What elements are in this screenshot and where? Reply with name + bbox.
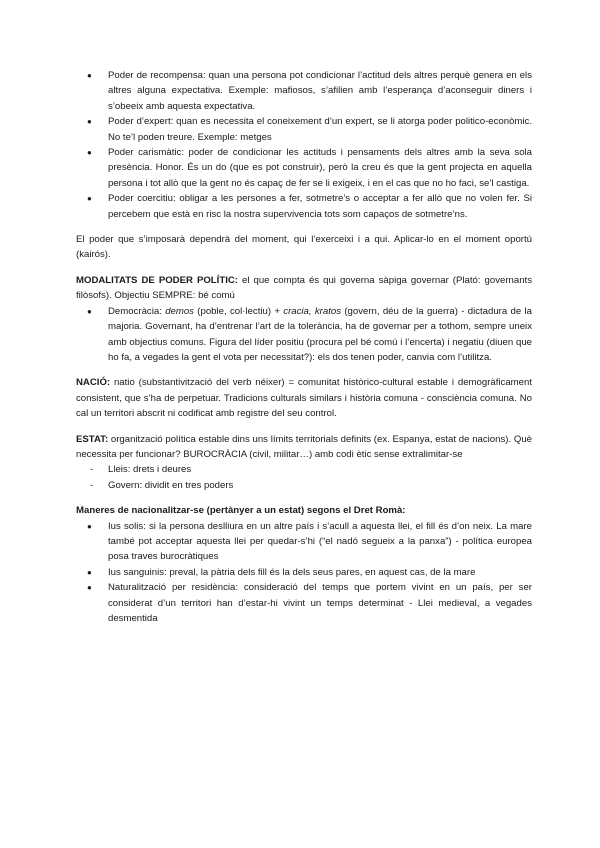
list-item: ● Ius solis: si la persona deslliura en un altre país i s’acull a aquesta llei, el fill és d’on neix. La mare també pot acceptar aquesta llei per quedar-s’hi (“el nadó segueix a la panxa”) - política europea posa traves burocràtiques <box>76 519 532 565</box>
nacio-paragraph <box>76 375 532 421</box>
list-item: - Lleis: drets i deures <box>76 462 532 477</box>
modalitats-text: el que compta és qui governa sàpiga governar (Plató: governants filòsofs). Objectiu SEMPRE: bé comú <box>76 274 532 302</box>
democracia-rest: (govern, déu de la guerra) - dictadura de la majoria. Governant, ha d’entrenar l’art de la tolerància, ha de governar per a tothom, sempre uneix amb objectius comuns. Figura del líder positiu (procura pel bé comú i l’encerta) i negatiu (diuen que ho fa, a vegades la gent el vota per necessitat?): els dos tenen poder, canvia com l’utilitza. <box>108 305 532 363</box>
list-item: ● Poder carismàtic: poder de condicionar les actituds i pensaments dels altres amb la seva sola presència. Honor. És un do (que es pot construir), però la creu és que la gent projecta en aquella persona i tot allò que la gent no és capaç de fer se li exigeix, i en el cas que no ho faci, se’l castiga. <box>76 145 532 191</box>
maneres-heading-text: Maneres de nacionalitzar-se (pertànyer a un estat) segons el Dret Romà: <box>76 505 406 517</box>
modalitats-heading: MODALITATS DE PODER POLÍTIC: <box>76 274 238 286</box>
democracia-lead: Democràcia: <box>108 305 166 317</box>
maneres-list <box>76 519 532 627</box>
estat-heading: ESTAT: <box>76 433 109 445</box>
cracia-term: cracia, kratos <box>283 305 341 317</box>
list-item: ● Ius sanguinis: preval, la pàtria dels fill és la dels seus pares, en aquest cas, de la mare <box>76 565 532 580</box>
demos-term: demos <box>165 305 194 317</box>
list-item: ● Poder d’expert: quan es necessita el coneixement d’un expert, se li atorga poder politico-econòmic. No te’l poden treure. Exemple: metges <box>76 114 532 145</box>
list-item: - Govern: dividit en tres poders <box>76 478 532 493</box>
democracia-mid: (poble, col·lectiu) + <box>193 305 284 317</box>
document-content <box>76 68 532 626</box>
list-item: ● Poder coercitiu: obligar a les persones a fer, sotmetre’s o acceptar a fer allò que no volen fer. Si percebem que està en risc la nostra supervivencia tots som capaços de sotmetre’ns. <box>76 191 532 222</box>
power-paragraph: El poder que s’imposarà dependrà del moment, qui l’exerceixi i a qui. Aplicar-lo en el moment oportú (kairós). <box>76 234 532 261</box>
modalitats-paragraph <box>76 273 532 304</box>
estat-list <box>76 462 532 493</box>
nacio-text: natio (substantivització del verb néixer) = comunitat històrico-cultural estable i demogràficament consistent, que s’ha de perpetuar. Tradicions culturals similars i història comuna - consciència comuna. No cal un territori abscrit ni codificat amb registre del seu control. <box>76 377 532 420</box>
list-item: ● Naturalització per residència: consideració del temps que portem vivint en un país, per ser considerat d’un territori han d’estar-hi vivint un temps determinat - Llei medieval, a vegades desmentida <box>76 580 532 626</box>
nacio-heading: NACIÓ: <box>76 377 111 389</box>
modalitats-list <box>76 304 532 366</box>
list-item <box>76 304 532 366</box>
maneres-heading <box>76 503 532 518</box>
estat-paragraph <box>76 432 532 463</box>
list-item: ● Poder de recompensa: quan una persona pot condicionar l’actitud dels altres perquè genera en els altres alguna expectativa. Exemple: mafiosos, s’afilien amb l’esperança d’aconseguir diners i s’obeeix amb aquesta expectativa. <box>76 68 532 114</box>
estat-text: organització política estable dins uns límits territorials definits (ex. Espanya, estat de nacions). Què necessita per funcionar? BUROCRÀCIA (civil, militar…) amb codi ètic sense extralimitar-se <box>76 433 532 460</box>
powers-list <box>76 68 532 222</box>
